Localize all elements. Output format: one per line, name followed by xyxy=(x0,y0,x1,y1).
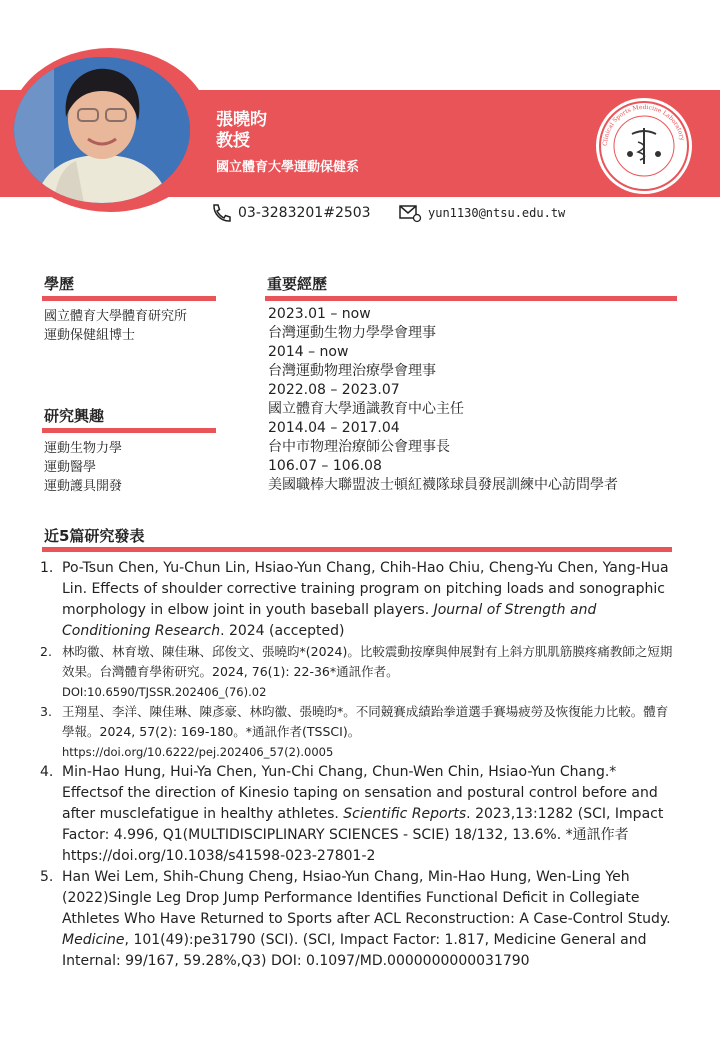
experience-period: 2014 – now xyxy=(268,344,349,360)
publication-details: , 101(49):pe31790 (SCI). (SCI, Impact Factor: 1.817, Medicine General and Internal: 99/167, 59.28%,Q3) DOI: 0.1097/MD.0000000000031790 xyxy=(62,932,647,969)
experience-period: 2014.04 – 2017.04 xyxy=(268,420,400,436)
publication-doi: https://doi.org/10.6222/pej.202406_57(2).0005 xyxy=(62,745,334,759)
research-item: 運動醫學 xyxy=(44,460,97,475)
lab-seal xyxy=(596,98,692,194)
publication-item xyxy=(40,867,680,972)
publication-doi: DOI:10.6590/TJSSR.202406_(76).02 xyxy=(62,685,267,699)
publication-number: 2. xyxy=(40,644,52,659)
publication-citation: 王翔星、李洋、陳佳琳、陳彥豪、林昀徽、張曉昀*。不同競賽成績跆拳道選手賽場疲勞及恢復能力比較。體育學報。2024, 57(2): 169-180。*通訊作者(TSSCI)。 xyxy=(62,704,669,739)
publication-item xyxy=(40,558,680,642)
phone-icon xyxy=(210,203,232,223)
education-heading: 學歷 xyxy=(44,275,75,293)
publication-journal: Medicine xyxy=(62,932,125,948)
publication-details: . 2024 (accepted) xyxy=(220,623,345,639)
research-list xyxy=(44,439,122,496)
experience-heading: 重要經歷 xyxy=(267,275,328,293)
publication-item xyxy=(40,702,680,762)
publication-number: 4. xyxy=(40,764,54,780)
education-line: 國立體育大學體育研究所 xyxy=(44,309,188,324)
experience-divider xyxy=(265,296,677,301)
email-address: yun1130@ntsu.edu.tw xyxy=(428,206,566,220)
experience-period: 2022.08 – 2023.07 xyxy=(268,382,400,398)
publication-number: 3. xyxy=(40,704,52,719)
experience-period: 106.07 – 106.08 xyxy=(268,458,382,474)
publication-item xyxy=(40,642,680,702)
profile-name: 張曉昀 xyxy=(216,110,267,130)
experience-role: 台中市物理治療師公會理事長 xyxy=(268,439,450,455)
publication-number: 5. xyxy=(40,869,54,885)
publication-number: 1. xyxy=(40,560,54,576)
experience-role: 美國職棒大聯盟波士頓紅襪隊球員發展訓練中心訪問學者 xyxy=(268,477,618,493)
publications-heading: 近5篇研究發表 xyxy=(44,527,145,545)
publication-citation: Min-Hao Hung, Hui-Ya Chen, Yun-Chi Chang, Chun-Wen Chin, Hsiao-Yun Chang.* Effectsof the direction of Kinesio taping on sensation and postural control before and after musclefatigue in healthy athletes. xyxy=(62,764,658,822)
education-divider xyxy=(42,296,216,301)
publication-journal: Scientific Reports xyxy=(343,806,467,822)
lab-logo-icon xyxy=(596,98,692,194)
experience-role: 國立體育大學通識教育中心主任 xyxy=(268,401,464,417)
avatar-photo-icon xyxy=(14,57,190,203)
email-icon xyxy=(398,203,422,223)
research-heading: 研究興趣 xyxy=(44,407,105,425)
education-line: 運動保健組博士 xyxy=(44,328,136,343)
publication-citation: Po-Tsun Chen, Yu-Chun Lin, Hsiao-Yun Chang, Chih-Hao Chiu, Cheng-Yu Chen, Yang-Hua Lin. Effects of shoulder corrective training program on pitching loads and sonographic morphology in elbow joint in youth baseball players. xyxy=(62,560,669,618)
publication-item xyxy=(40,762,680,867)
phone-number: 03-3283201#2503 xyxy=(238,205,371,221)
phone-contact xyxy=(210,203,371,223)
publication-citation: 林昀徽、林育墩、陳佳琳、邱俊文、張曉昀*(2024)。比較震動按摩與伸展對有上斜方肌肌筋膜疼痛教師之短期效果。台灣體育學術研究。2024, 76(1): 22-36*通訊作者。 xyxy=(62,644,673,679)
avatar xyxy=(14,57,190,203)
publication-citation: Han Wei Lem, Shih-Chung Cheng, Hsiao-Yun Chang, Min-Hao Hung, Wen-Ling Yeh (2022)Single Leg Drop Jump Performance Identifies Functional Deficit in Collegiate Athletes Who Have Returned to Sports after ACL Reconstruction: A Case-Control Study. xyxy=(62,869,671,927)
profile-title: 教授 xyxy=(216,131,250,151)
publication-details: . 2023,13:1282 (SCI, Impact Factor: 4.996, Q1(MULTIDISCIPLINARY SCIENCES - SCIE) 18/132, 13.6%. *通訊作者 https://doi.org/10.1038/s41598-023-27801-2 xyxy=(62,806,664,864)
publication-journal: Journal of Strength and Conditioning Research xyxy=(62,602,597,639)
experience-period: 2023.01 – now xyxy=(268,306,371,322)
research-item: 運動護具開發 xyxy=(44,479,123,494)
research-item: 運動生物力學 xyxy=(44,441,123,456)
svg-text:Clinical Sports Medicine Labor: Clinical Sports Medicine Laboratory xyxy=(601,103,686,147)
education-list xyxy=(44,307,187,345)
experience-list xyxy=(268,305,618,495)
email-contact xyxy=(398,203,565,223)
publications-list xyxy=(40,558,680,972)
experience-role: 台灣運動生物力學學會理事 xyxy=(268,325,436,341)
research-divider xyxy=(42,428,216,433)
profile-department: 國立體育大學運動保健系 xyxy=(216,160,360,175)
publications-divider xyxy=(42,547,672,552)
experience-role: 台灣運動物理治療學會理事 xyxy=(268,363,436,379)
